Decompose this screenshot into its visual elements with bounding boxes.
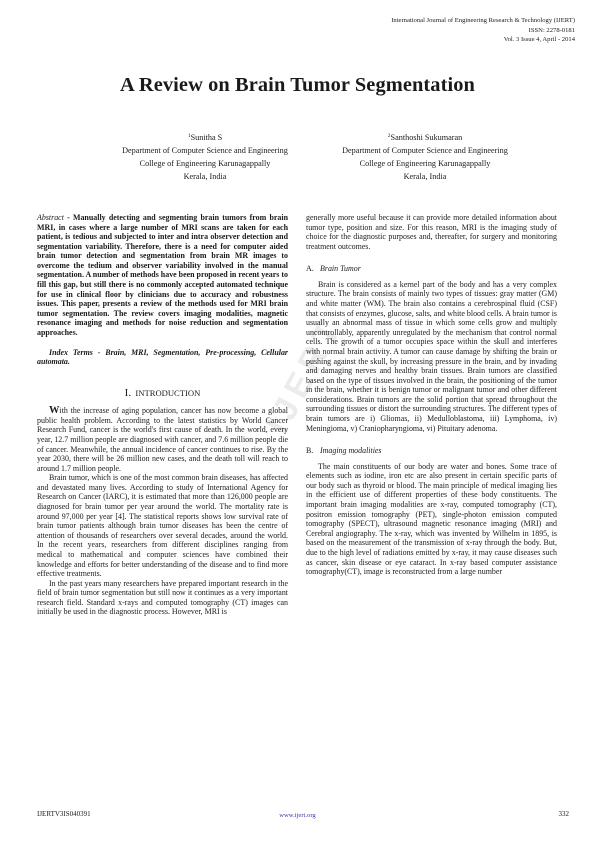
abstract-text: - Manually detecting and segmenting brain tumors from brain MRI, in cases where a large number of MRI scans are taken for each patient, is tedious and subjected to inter and intra observer detection and segmentation variability. Therefore, there is a need for computer aided brain tumor detection and segmentation from brain MR images to overcome the tedium and observer variability involved in the manual segmentation. A number of methods have been proposed in recent years to fill this gap, but still there is no commonly accepted automated technique for use in clinical floor by clinicians due to accuracy and robustness issues. This paper, presents a review of the methods used for MRI brain tumor segmentation. The review covers imaging modalities, magnetic resonance imaging and methods for noise reduction and segmentation approaches. — [37, 213, 288, 337]
author-block-1 — [80, 130, 330, 183]
intro-continuation: generally more useful because it can provide more detailed information about tumor type, position and size. For this reason, MRI is the imaging study of choice for the diagnostic purposes and, thereafter, for surgery and monitoring treatment outcomes. — [306, 213, 557, 251]
journal-header — [255, 16, 575, 45]
subsection-number: A. — [306, 264, 314, 274]
subsection-title: Brain Tumor — [320, 264, 361, 274]
footer-page-number: 332 — [558, 810, 569, 818]
index-terms-text: - Brain, MRI, Segmentation, Pre-processing, Cellular automata. — [37, 347, 289, 367]
brain-tumor-paragraph: Brain is considered as a kernel part of the body and has a very complex structure. The brain consists of mainly two types of tissues: gray matter (GM) and white matter (WM). The brain also contains a cerebrospinal fluid (CSF) that consists of enzymes, glucose, salts, and white blood cells. A brain tumor is usually an abnormal mass of tissue in which some cells grow and multiply uncontrollably, apparently unregulated by the mechanism that control normal cells. The growth of a tumor occupies space within the skull and interferes with normal brain activity. A tumor can cause damage by shifting the brain or pushing against the skull, by increasing pressure in the brain, and by invading and damaging nerves and healthy brain tissues. Brain tumors are classified based on the type of tissues involved in the brain, the positioning of the tumor in the brain, whether it is benign tumor or malignant tumor and other different considerations. Brain tumors are the solid portion that spread throughout the surrounding tissues or distort the surrounding structures. The different types of brain tumors are i) Gliomas, ii) Medulloblastoma, iii) Lymphoma, iv) Meningioma, v) Craniopharyngioma, vi) Pituitary adenoma. — [306, 279, 557, 433]
author-location: Kerala, India — [183, 172, 227, 181]
section-number: I. — [124, 386, 132, 399]
intro-paragraph-3: In the past years many researchers have prepared important research in the field of brain tumor segmentation but still now it continues as a very important research field. Standard x-rays and computed tomography (CT) images can initially be used in the diagnostic process. However, MRI is — [37, 578, 288, 617]
section-heading-introduction — [37, 386, 288, 399]
paper-title: A Review on Brain Tumor Segmentation — [120, 74, 475, 96]
author-block-2 — [300, 130, 550, 183]
subsection-title: Imaging modalities — [320, 446, 382, 456]
author-name — [300, 130, 550, 144]
author-department: Department of Computer Science and Engineering — [122, 146, 288, 155]
author-superscript: 2 — [387, 133, 391, 139]
index-terms — [37, 348, 288, 367]
author-name — [80, 130, 330, 144]
footer-url-link[interactable]: www.ijert.org — [279, 812, 316, 819]
subsection-heading-imaging-modalities — [306, 446, 557, 456]
intro-paragraph-2: Brain tumor, which is one of the most common brain diseases, has affected and devastated many lives. According to study of International Agency for Research on Cancer (IARC), it is estimated that more than 126,000 people are diagnosed for brain tumor per year around the world. The mortality rate is around 97,000 per year [4]. The statistical reports shows low survival rate of brain tumor patients although brain tumor diseases has been the centre of attention of thousands of researchers over several decades, around the world. In the recent years, researchers from different disciplines ranging from medical to mathematical and computer sciences have combined their knowledge and efforts for better understanding of the disease and to find more effective treatments. — [37, 473, 288, 579]
footer-paper-id: IJERTV3IS040391 — [37, 810, 91, 818]
index-terms-label: Index Terms — [49, 347, 93, 357]
subsection-number: B. — [306, 446, 314, 456]
author-name-text: Santhoshi Sukumaran — [390, 133, 463, 142]
journal-issn: ISSN: 2278-0181 — [528, 26, 575, 34]
author-college: College of Engineering Karunagappally — [359, 159, 491, 168]
watermark: IJERT — [258, 310, 351, 440]
journal-name: International Journal of Engineering Research & Technology (IJERT) — [391, 17, 575, 24]
author-superscript: 1 — [187, 133, 191, 139]
author-location: Kerala, India — [403, 172, 447, 181]
abstract — [37, 213, 288, 338]
section-title: INTRODUCTION — [135, 387, 201, 398]
abstract-label: Abstract — [37, 213, 64, 222]
intro-paragraph-1: With the increase of aging population, cancer has now become a global public health problem. According to the latest statistics by World Cancer Research Fund, cancer is the world's first cause of death. In the world, every year, 12.7 million people are diagnosed with cancer, and 7.6 million people die of cancer. Meanwhile, the annual incidence of cancer continues to rise. By the year 2030, there will be 26 million new cases, and the death toll will reach to around 1.7 million people. — [37, 405, 288, 473]
author-college: College of Engineering Karunagappally — [139, 159, 271, 168]
author-department: Department of Computer Science and Engineering — [342, 146, 508, 155]
journal-volume: Vol. 3 Issue 4, April - 2014 — [503, 36, 575, 44]
left-column — [37, 213, 288, 617]
subsection-heading-brain-tumor — [306, 264, 557, 274]
imaging-modalities-paragraph: The main constituents of our body are water and bones. Some trace of elements such as iodine, iron etc are also present in certain specific parts of our body such as thyroid or blood. The main principle of medical imaging lies in the efficient use of different properties of these body constituents. The important brain imaging modalities are x-ray, computed tomography (CT), positron emission tomography (PET), single-photon emission computed tomography (SPECT), ultrasound magnetic resonance imaging (MRI) and Cerebral angiography. The x-ray, which was invented by Wilhelm in 1895, is based on the measurement of the transmission of x-ray through the body. But, due to the high level of radiations emitted by x-ray, it may cause diseases such as cancer, skin disease or eye cataract. In x-ray based computer assistance tomography(CT), image is reconstructed from a large number — [306, 461, 557, 577]
right-column — [306, 213, 557, 577]
author-name-text: Sunitha S — [190, 133, 223, 142]
